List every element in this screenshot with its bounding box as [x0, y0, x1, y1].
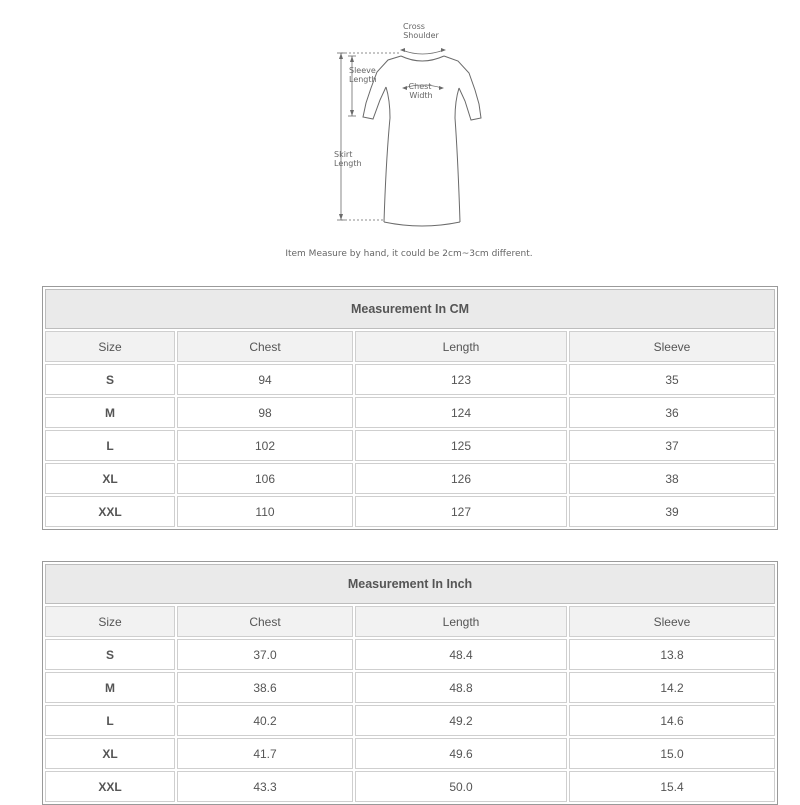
table-cell: 39 — [569, 496, 775, 527]
table-title: Measurement In Inch — [45, 564, 775, 604]
table-header-row — [45, 331, 775, 362]
size-cell: XL — [45, 463, 175, 494]
table-row — [45, 639, 775, 670]
table-cell: 98 — [177, 397, 353, 428]
size-cell: XXL — [45, 771, 175, 802]
table-row — [45, 705, 775, 736]
table-row — [45, 397, 775, 428]
table-cell: 49.2 — [355, 705, 567, 736]
table-cell: 38.6 — [177, 672, 353, 703]
table-cell: 15.4 — [569, 771, 775, 802]
measurement-note: Item Measure by hand, it could be 2cm~3cm different. — [285, 249, 533, 259]
table-cell: 127 — [355, 496, 567, 527]
header-cell: Chest — [177, 331, 353, 362]
label-chest: Chest — [408, 82, 432, 91]
table-row — [45, 430, 775, 461]
table-row — [45, 672, 775, 703]
table-cell: 15.0 — [569, 738, 775, 769]
header-cell: Length — [355, 331, 567, 362]
dress-measurement-diagram — [0, 0, 800, 240]
header-cell: Length — [355, 606, 567, 637]
label-skirt: Skirt — [334, 150, 353, 159]
table-cell: 48.8 — [355, 672, 567, 703]
table-cell: 124 — [355, 397, 567, 428]
header-cell: Chest — [177, 606, 353, 637]
table-cell: 41.7 — [177, 738, 353, 769]
header-cell: Size — [45, 331, 175, 362]
table-cell: 40.2 — [177, 705, 353, 736]
table-cell: 125 — [355, 430, 567, 461]
table-cell: 123 — [355, 364, 567, 395]
table-cell: 50.0 — [355, 771, 567, 802]
table-cell: 37.0 — [177, 639, 353, 670]
table-cell: 110 — [177, 496, 353, 527]
size-cell: L — [45, 430, 175, 461]
table-cell: 49.6 — [355, 738, 567, 769]
size-table-inch — [42, 561, 778, 805]
table-row — [45, 496, 775, 527]
table-cell: 37 — [569, 430, 775, 461]
label-shoulder: Shoulder — [403, 31, 439, 40]
header-cell: Sleeve — [569, 331, 775, 362]
table-header-row — [45, 606, 775, 637]
label-width: Width — [409, 91, 433, 100]
table-row — [45, 463, 775, 494]
label-cross: Cross — [403, 22, 425, 31]
table-cell: 35 — [569, 364, 775, 395]
table-title: Measurement In CM — [45, 289, 775, 329]
table-cell: 43.3 — [177, 771, 353, 802]
size-cell: S — [45, 639, 175, 670]
size-cell: XXL — [45, 496, 175, 527]
header-cell: Sleeve — [569, 606, 775, 637]
table-cell: 102 — [177, 430, 353, 461]
table-cell: 14.6 — [569, 705, 775, 736]
table-cell: 13.8 — [569, 639, 775, 670]
label-skirt-length: Length — [334, 159, 362, 168]
table-cell: 48.4 — [355, 639, 567, 670]
table-cell: 126 — [355, 463, 567, 494]
table-cell: 38 — [569, 463, 775, 494]
table-row — [45, 771, 775, 802]
table-cell: 36 — [569, 397, 775, 428]
table-cell: 94 — [177, 364, 353, 395]
table-row — [45, 738, 775, 769]
table-row — [45, 364, 775, 395]
table-cell: 14.2 — [569, 672, 775, 703]
table-cell: 106 — [177, 463, 353, 494]
label-sleeve: Sleeve — [349, 66, 376, 75]
size-cell: L — [45, 705, 175, 736]
size-cell: M — [45, 397, 175, 428]
label-sleeve-length: Length — [349, 75, 377, 84]
size-cell: XL — [45, 738, 175, 769]
header-cell: Size — [45, 606, 175, 637]
size-cell: M — [45, 672, 175, 703]
size-table-cm — [42, 286, 778, 530]
size-cell: S — [45, 364, 175, 395]
